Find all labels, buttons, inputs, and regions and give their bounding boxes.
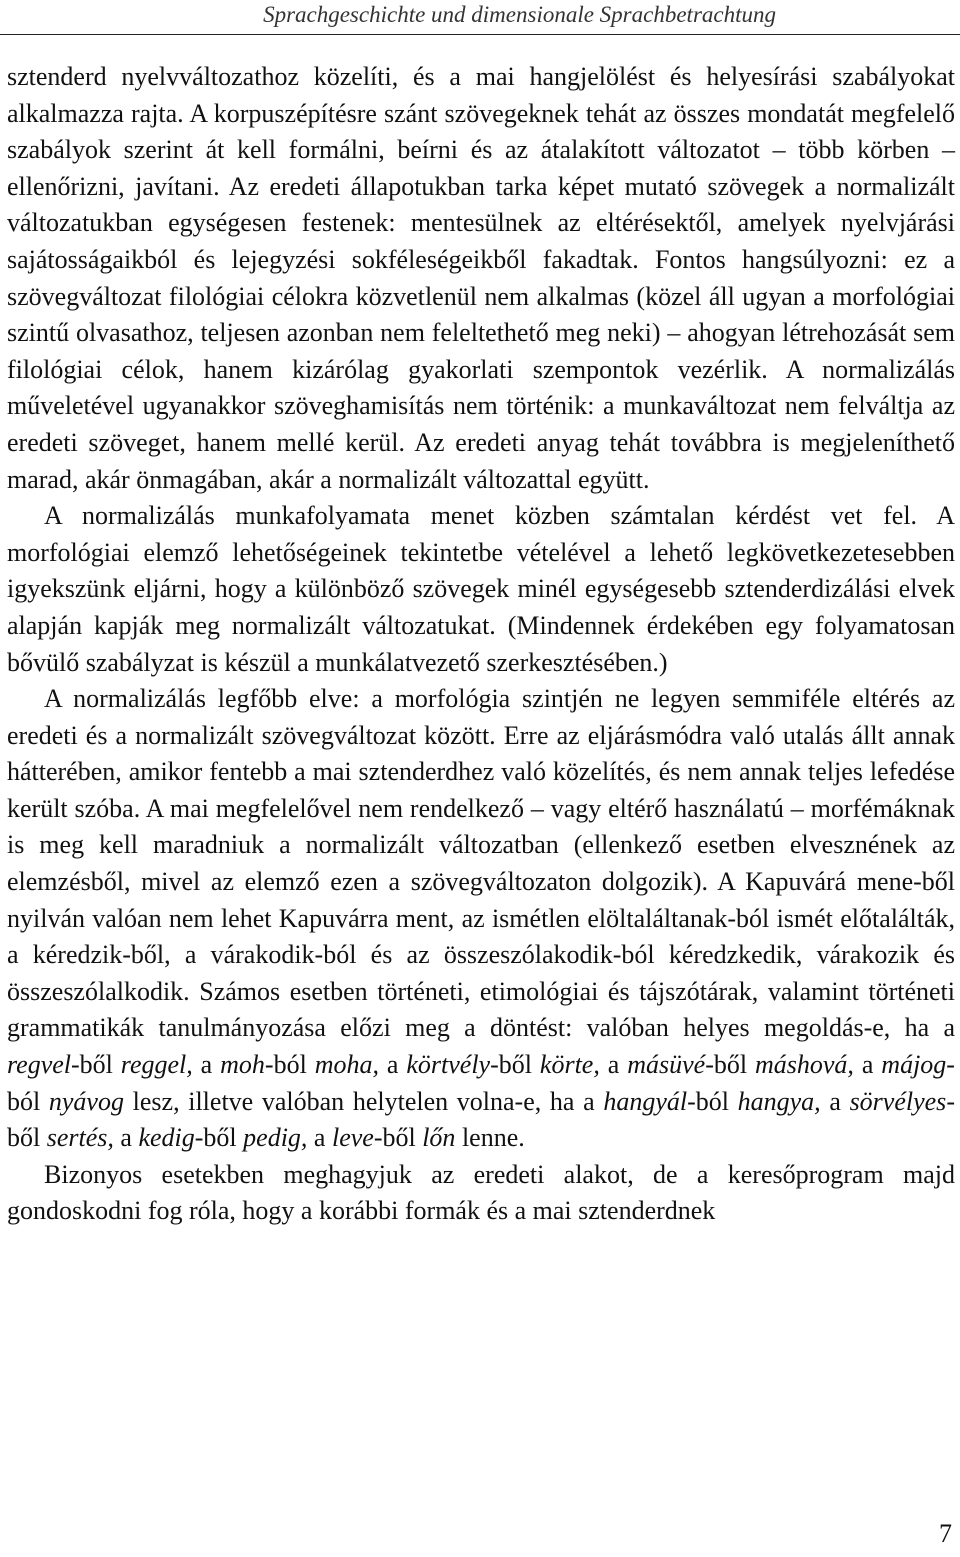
- example-word: regvel: [7, 1050, 71, 1080]
- running-header-title: Sprachgeschichte und dimensionale Sprachbetrachtung: [263, 2, 776, 27]
- example-word: körtvély: [406, 1050, 491, 1080]
- text-run: a: [113, 1123, 139, 1153]
- text-run: -ból: [687, 1086, 738, 1116]
- text-run: -ből: [490, 1050, 540, 1080]
- example-word: máshová,: [754, 1050, 854, 1080]
- example-word: leve: [331, 1123, 374, 1153]
- page-number: 7: [939, 1519, 952, 1548]
- example-word: kedig: [138, 1123, 195, 1153]
- example-word: hangyál: [603, 1086, 688, 1116]
- text-run: a: [853, 1050, 882, 1080]
- text-run: -ből: [705, 1050, 755, 1080]
- text-run: -ból: [264, 1050, 315, 1080]
- text-run: a: [820, 1086, 850, 1116]
- text-run: lesz, illetve valóban helytelen volna-e, ha a: [123, 1086, 604, 1116]
- text-run: -ből: [71, 1050, 121, 1080]
- example-word: másüvé: [627, 1050, 706, 1080]
- text-run: -ből: [373, 1123, 423, 1153]
- text-run: A normalizálás legfőbb elve: a morfológia szintjén ne legyen semmiféle eltérés az eredeti és a normalizált szövegváltozat között. Erre az eljárásmódra való utalás állt annak hátterében, amikor fentebb a mai sztenderdhez való közelítés, és nem annak teljes lefedése került szóba. A mai megfelelővel nem rendelkező – vagy eltérő használatú – morfémáknak is meg kell maradniuk a normalizált változatban (ellenkező esetben elvesznének az elemzésből, mivel az elemző ezen a szövegváltozaton dolgozik). A Kapuvárá mene-ből nyilván valóan nem lehet Kapuvárra ment, az ismétlen elöltaláltanak-ból ismét előtalálták, a kéredzik-ből, a várakodik-ból és az összeszólakodik-ból kéredzkedik, várakozik és összeszólalkodik. Számos esetben történeti, etimológiai és tájszótárak, valamint történeti grammatikák tanulmányozása előzi meg a döntést: valóban helyes megoldás-e, ha a: [7, 684, 955, 1043]
- paragraph: sztenderd nyelvváltozathoz közelíti, és a mai hangjelölést és helyesírási szabályokat alkalmazza rajta. A korpuszépítésre szánt szövegeknek tehát az összes mondatát megfelelő szabályok szerint át kell formálni, beírni és az átalakított változatot – több körben – ellenőrizni, javítani. Az eredeti állapotukban tarka képet mutató szövegek a normalizált változatukban egységesen festenek: mentesülnek az eltérésektől, amelyek nyelvjárási sajátosságaikból és lejegyzési sokféleségeikből fakadtak. Fontos hangsúlyozni: ez a szövegváltozat filológiai célokra közvetlenül nem alkalmas (közel áll ugyan a morfológiai szintű olvasathoz, teljesen azonban nem feleltethető meg neki) – ahogyan létrehozását sem filológiai célok, hanem kizárólag gyakorlati szempontok vezérlik. A normalizálás műveletével ugyanakkor szöveghamisítás nem történik: a munkaváltozat nem felváltja az eredeti szöveget, hanem mellé kerül. Az eredeti anyag tehát továbbra is megjeleníthető marad, akár önmagában, akár a normalizált változattal együtt.: [7, 62, 955, 494]
- example-word: májog: [881, 1050, 947, 1080]
- example-word: körte,: [539, 1050, 600, 1080]
- text-run: a: [307, 1123, 332, 1153]
- example-word: moh: [220, 1050, 265, 1080]
- text-run: a: [192, 1050, 221, 1080]
- running-header: [0, 0, 960, 35]
- paragraph: A normalizálás munkafolyamata menet közben számtalan kérdést vet fel. A morfológiai elemző lehetőségeinek tekintetbe vételével a lehető legkövetkezetesebben igyekszünk eljárni, hogy a különböző szövegek minél egységesebb sztenderdizálási elvek alapján kapják meg normalizált változatukat. (Mindennek érdekében egy folyamatosan bővülő szabályzat is készül a munkálatvezető szerkesztésében.): [7, 501, 955, 677]
- example-word: hangya,: [737, 1086, 821, 1116]
- example-word: sörvélyes: [849, 1086, 947, 1116]
- example-word: nyávog: [48, 1086, 124, 1116]
- text-run: -ből: [194, 1123, 244, 1153]
- text-run: a: [379, 1050, 407, 1080]
- text-run: -ból: [7, 1050, 955, 1116]
- text-run: a: [599, 1050, 628, 1080]
- example-word: pedig,: [243, 1123, 308, 1153]
- text-run: -ből: [7, 1086, 955, 1153]
- example-word: reggel,: [120, 1050, 193, 1080]
- text-run: lenne.: [455, 1123, 525, 1153]
- paragraph: Bizonyos esetekben meghagyjuk az eredeti alakot, de a keresőprogram majd gondoskodni fog róla, hogy a korábbi formák és a mai sztenderdnek: [7, 1159, 955, 1226]
- example-word: sertés,: [46, 1123, 114, 1153]
- example-word: moha,: [314, 1050, 379, 1080]
- example-word: lőn: [422, 1123, 456, 1153]
- paragraph: [7, 681, 955, 1157]
- page-body: [7, 59, 955, 1230]
